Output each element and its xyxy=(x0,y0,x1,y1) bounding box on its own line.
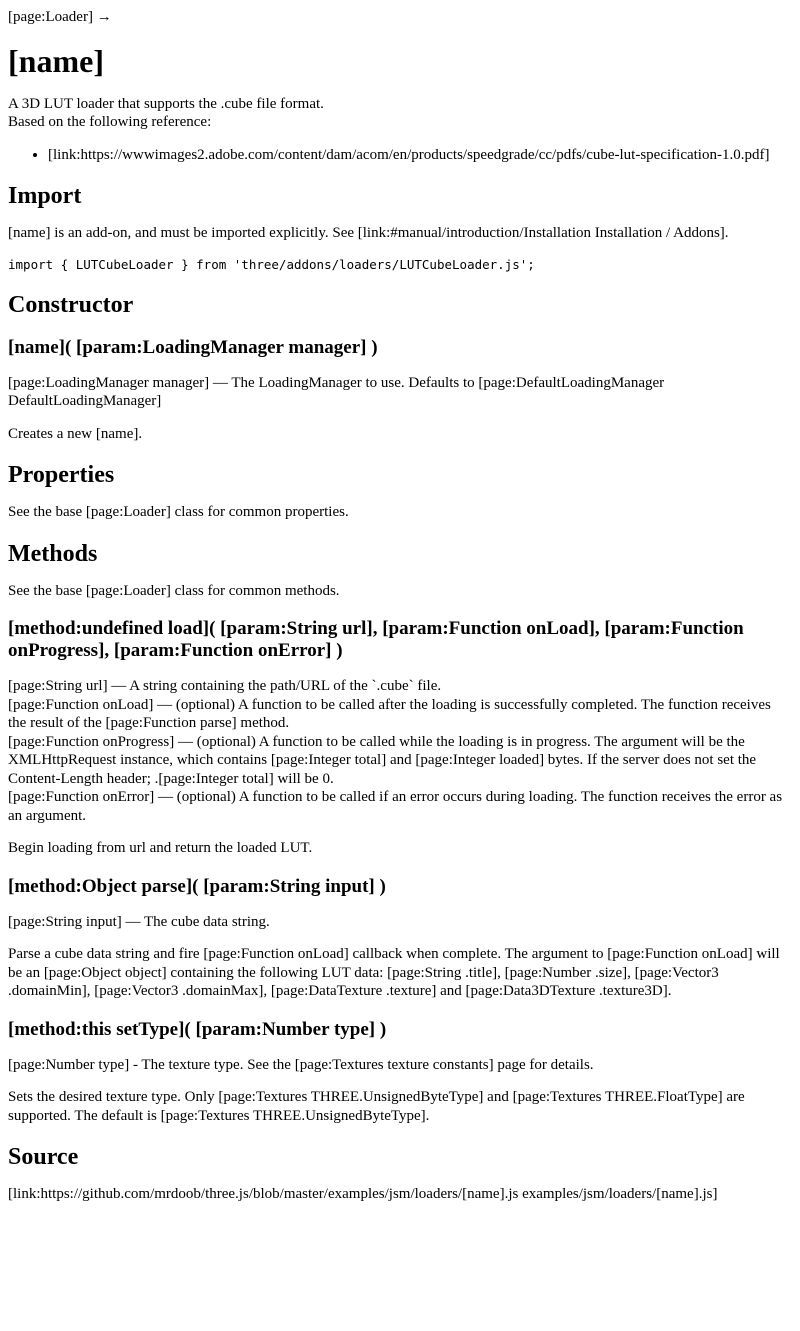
properties-heading: Properties xyxy=(8,462,115,488)
constructor-heading: Constructor xyxy=(8,291,134,318)
constructor-signature: [name]( [param:LoadingManager manager] ) xyxy=(8,336,378,358)
intro-line-1: A 3D LUT loader that supports the .cube file format. xyxy=(8,95,324,112)
reference-list xyxy=(8,146,792,165)
parse-method-signature: [method:Object parse]( [param:String input] ) xyxy=(8,875,386,897)
intro-line-2: Based on the following reference: xyxy=(8,114,212,130)
reference-link[interactable]: • [link:https://wwwimages2.adobe.com/content/dam/acom/en/products/speedgrade/cc/pdfs/cube-lut-specification-1.0.pdf] xyxy=(48,146,792,165)
load-param-onerror: [page:Function onError] — (optional) A function to be called if an error occurs during loading. The function receives the error as an argument. xyxy=(8,789,783,824)
import-heading: Import xyxy=(8,183,82,209)
source-link[interactable]: [link:https://github.com/mrdoob/three.js/blob/master/examples/jsm/loaders/[name].js examples/jsm/loaders/[name].js] xyxy=(8,1186,718,1202)
load-param-onload: [page:Function onLoad] — (optional) A function to be called after the loading is successfully completed. The function receives the result of the [page:Function parse] method. xyxy=(8,696,771,731)
settype-param: [page:Number type] - The texture type. See the [page:Textures texture constants] page for details. xyxy=(8,1056,594,1073)
parse-param: [page:String input] — The cube data string. xyxy=(8,913,270,930)
intro-paragraph xyxy=(8,95,792,132)
constructor-param: [page:LoadingManager manager] — The LoadingManager to use. Defaults to [page:DefaultLoadingManager DefaultLoadingManager] xyxy=(8,374,665,409)
settype-method-signature: [method:this setType]( [param:Number type] ) xyxy=(8,1018,387,1040)
import-code: import { LUTCubeLoader } from 'three/addons/loaders/LUTCubeLoader.js'; xyxy=(8,256,535,272)
page-title: [name] xyxy=(8,42,104,79)
parse-description: Parse a cube data string and fire [page:Function onLoad] callback when complete. The argument to [page:Function onLoad] will be an [page:Object object] containing the following LUT data: [page:String .title], [page:Number .size], [page:Vector3 .domainMin], [page:Vector3 .domainMax], [page:DataTexture .texture] and [page:Data3DTexture .texture3D]. xyxy=(8,946,780,999)
load-param-onprogress: [page:Function onProgress] — (optional) A function to be called while the loading is in progress. The argument will be the XMLHttpRequest instance, which contains [page:Integer total] and [page:Integer loaded] bytes. If the server does not set the Content-Length header; .[page:Integer total] will be 0. xyxy=(8,733,757,787)
methods-text: See the base [page:Loader] class for common methods. xyxy=(8,582,340,599)
source-heading: Source xyxy=(8,1144,79,1170)
properties-text: See the base [page:Loader] class for common properties. xyxy=(8,504,349,520)
load-method-signature: [method:undefined load]( [param:String url], [param:Function onLoad], [param:Function onProgress], [param:Function onError] ) xyxy=(8,618,744,661)
load-params xyxy=(8,677,792,825)
breadcrumb[interactable]: [page:Loader] → xyxy=(8,9,112,25)
load-description: Begin loading from url and return the loaded LUT. xyxy=(8,840,313,856)
settype-description: Sets the desired texture type. Only [page:Textures THREE.UnsignedByteType] and [page:Textures THREE.FloatType] are supported. The default is [page:Textures THREE.UnsignedByteType]. xyxy=(8,1089,745,1124)
methods-heading: Methods xyxy=(8,540,98,567)
import-text: [name] is an add-on, and must be imported explicitly. See [link:#manual/introduction/Installation Installation / Addons]. xyxy=(8,225,729,241)
load-param-url: [page:String url] — A string containing the path/URL of the `.cube` file. xyxy=(8,678,442,694)
constructor-description: Creates a new [name]. xyxy=(8,425,143,442)
